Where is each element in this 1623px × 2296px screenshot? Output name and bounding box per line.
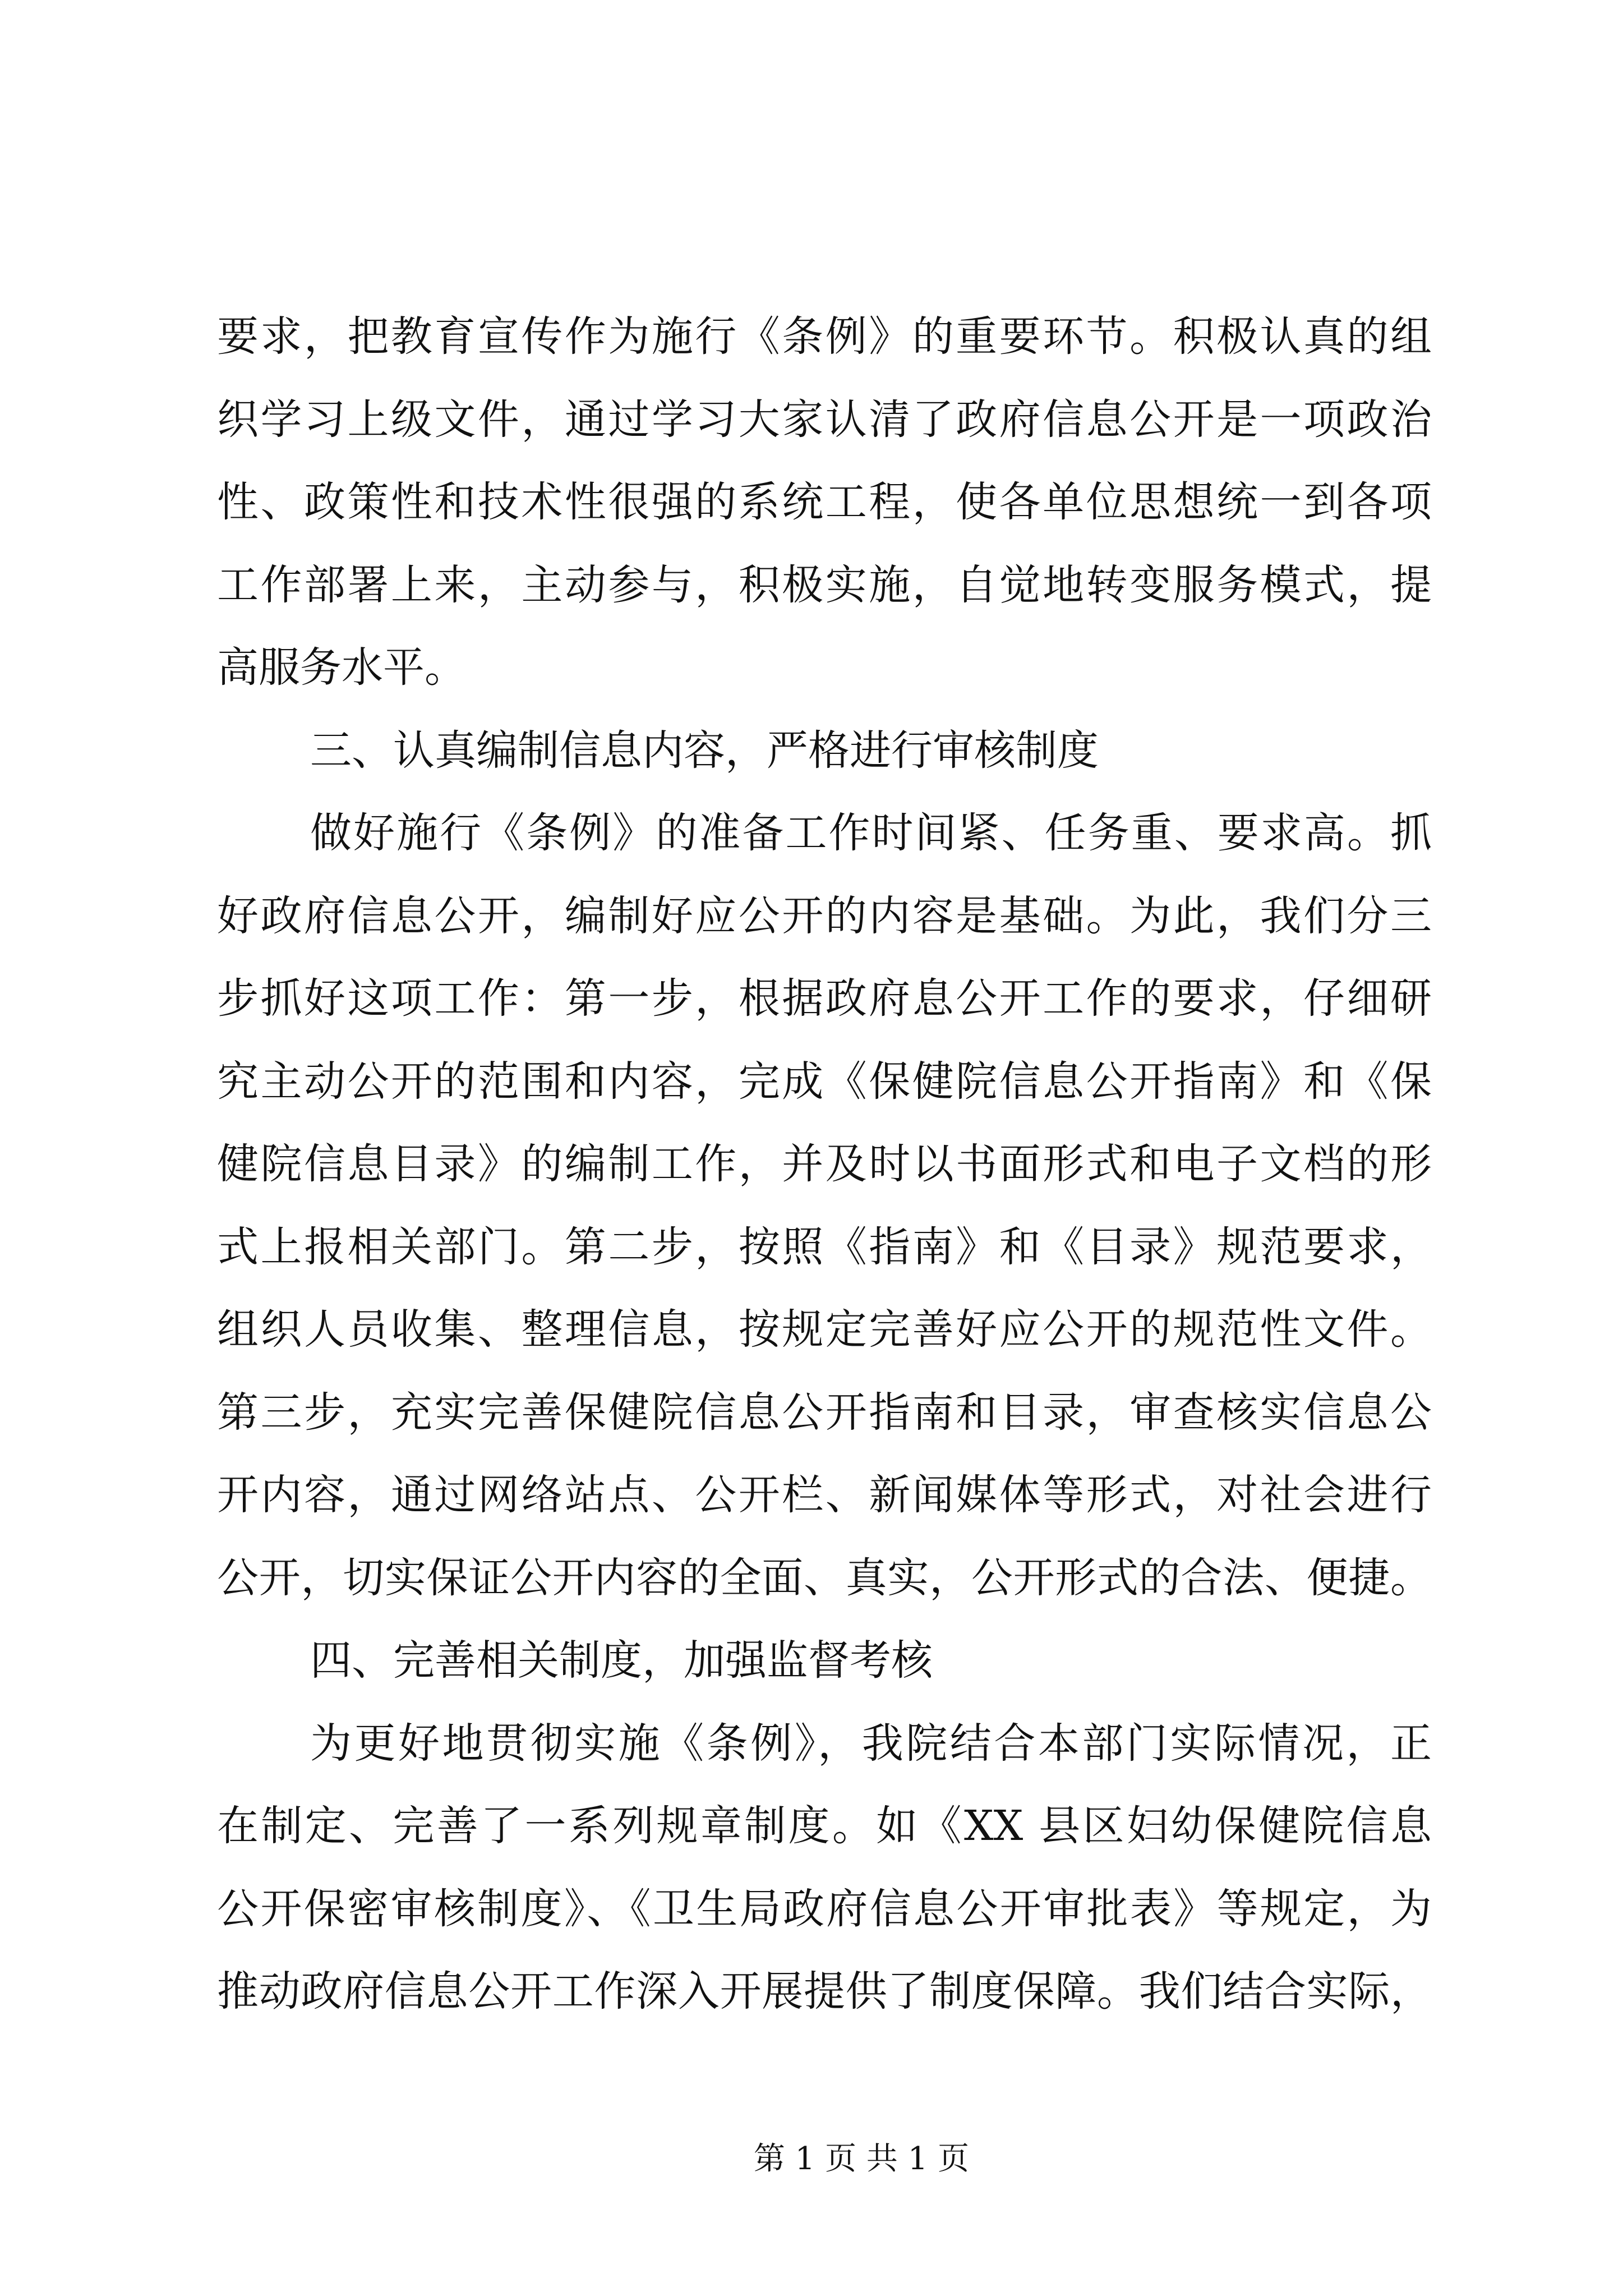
section-heading-text: 四、完善相关制度，加强监督考核 — [310, 1636, 933, 1685]
text-line: 公开，切实保证公开内容的全面、真实，公开形式的合法、便捷。 — [217, 1553, 1432, 1602]
text-line: 织学习上级文件，通过学习大家认清了政府信息公开是一项政治 — [217, 395, 1432, 444]
text-line: 推动政府信息公开工作深入开展提供了制度保障。我们结合实际， — [217, 1967, 1432, 2016]
text-line: 究主动公开的范围和内容，完成《保健院信息公开指南》和《保 — [217, 1057, 1432, 1106]
text-line: 步抓好这项工作：第一步，根据政府息公开工作的要求，仔细研 — [217, 974, 1432, 1023]
text-line: 好政府信息公开，编制好应公开的内容是基础。为此，我们分三 — [217, 891, 1432, 940]
paragraph — [217, 296, 1432, 710]
text-line: 做好施行《条例》的准备工作时间紧、任务重、要求高。抓 — [310, 809, 1432, 857]
text-line: 开内容，通过网络站点、公开栏、新闻媒体等形式，对社会进行 — [217, 1471, 1432, 1519]
text-line: 高服务水平。 — [217, 643, 466, 692]
paragraph — [217, 792, 1432, 1619]
text-line: 为更好地贯彻实施《条例》，我院结合本部门实际情况，正 — [310, 1719, 1432, 1768]
text-line: 组织人员收集、整理信息，按规定完善好应公开的规范性文件。 — [217, 1305, 1432, 1354]
document-body — [217, 296, 1432, 2033]
text-line: 要求，把教育宣传作为施行《条例》的重要环节。积极认真的组 — [217, 312, 1432, 361]
section-heading-text: 三、认真编制信息内容，严格进行审核制度 — [310, 726, 1099, 775]
paragraph — [217, 1703, 1432, 2033]
text-line: 第三步，充实完善保健院信息公开指南和目录，审查核实信息公 — [217, 1388, 1432, 1437]
section-heading — [217, 710, 1432, 793]
text-line: 性、政策性和技术性很强的系统工程，使各单位思想统一到各项 — [217, 478, 1432, 526]
section-heading — [217, 1619, 1432, 1703]
text-line: 公开保密审核制度》、《卫生局政府信息公开审批表》等规定，为 — [217, 1884, 1432, 1933]
text-line: 式上报相关部门。第二步，按照《指南》和《目录》规范要求， — [217, 1222, 1432, 1271]
text-line: 工作部署上来，主动参与，积极实施，自觉地转变服务模式，提 — [217, 560, 1432, 609]
text-line: 健院信息目录》的编制工作，并及时以书面形式和电子文档的形 — [217, 1140, 1432, 1188]
text-line: 在制定、完善了一系列规章制度。如《XX 县区妇幼保健院信息 — [217, 1802, 1432, 1850]
page-footer: 第 1 页 共 1 页 — [753, 2141, 970, 2177]
